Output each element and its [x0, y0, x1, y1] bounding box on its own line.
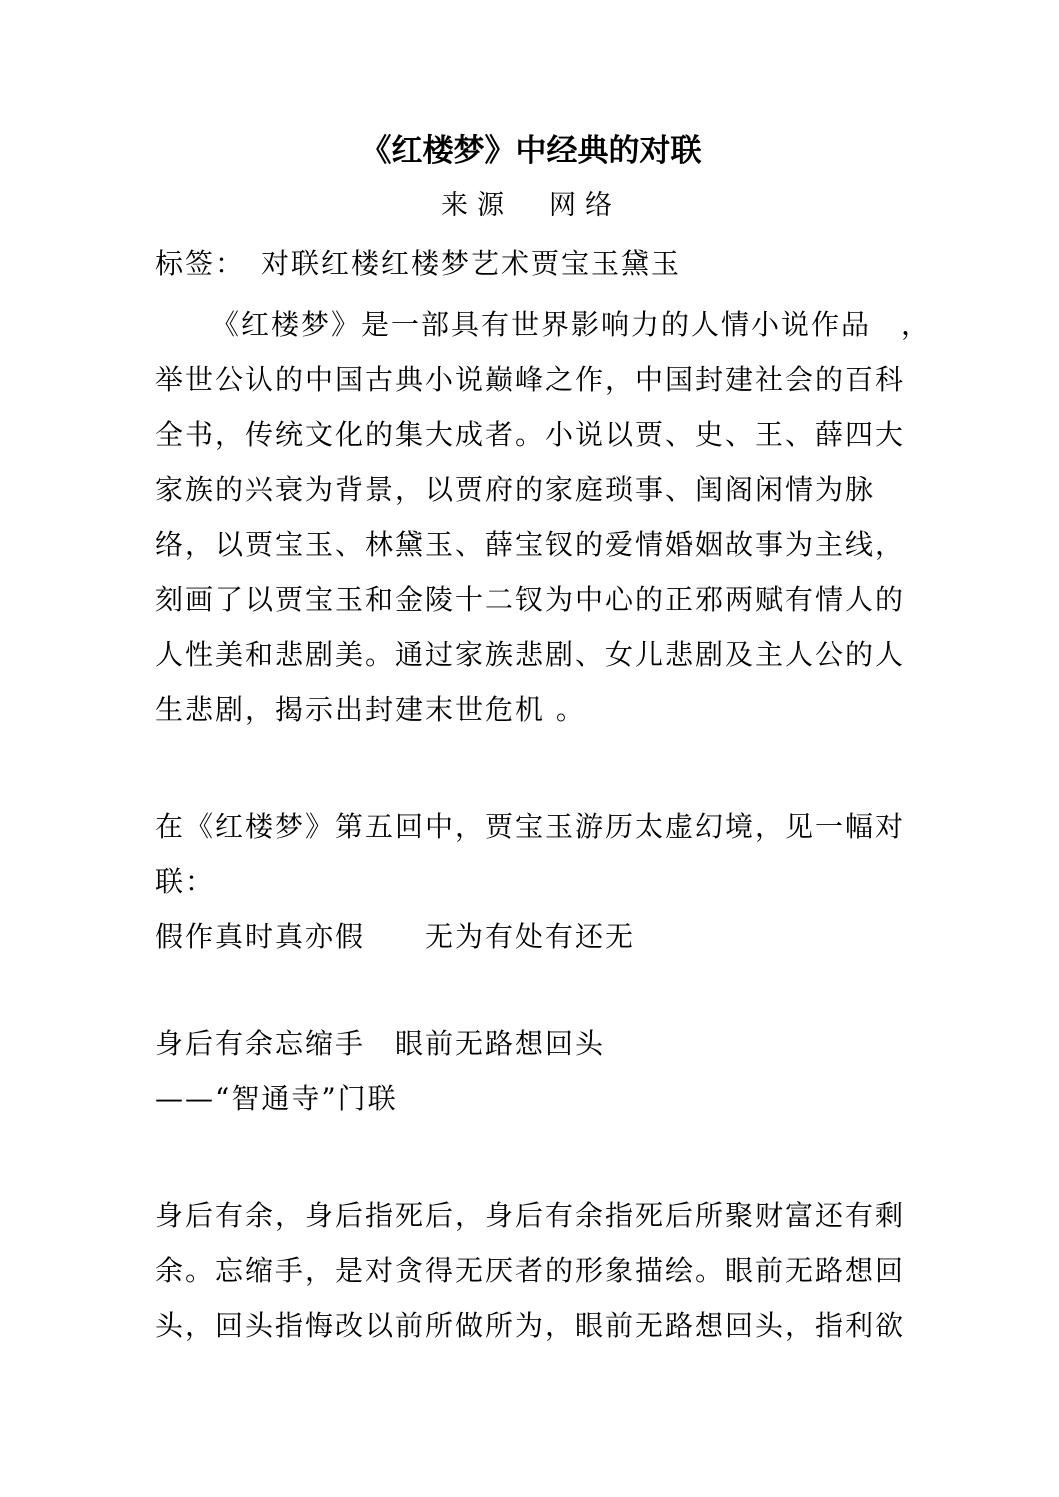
paragraph-line: 《红楼梦》是一部具有世界影响力的人情小说作品 ， [211, 308, 932, 341]
couplet-line: 假作真时真亦假 无为有处有还无 [155, 920, 636, 953]
paragraph-line: 余。忘缩手，是对贪得无厌者的形象描绘。眼前无路想回 [155, 1254, 906, 1287]
couplet-line: 身后有余忘缩手 眼前无路想回头 [155, 1027, 606, 1060]
tags-line: 标签： 对联红楼红楼梦艺术贾宝玉黛玉 [155, 247, 682, 280]
paragraph-line: 身后有余，身后指死后，身后有余指死后所聚财富还有剩 [155, 1199, 906, 1232]
paragraph-line: 头，回头指悔改以前所做所为，眼前无路想回头，指利欲 [155, 1309, 906, 1342]
paragraph-line: 全书，传统文化的集大成者。小说以贾、史、王、薛四大 [155, 418, 906, 451]
paragraph-line: 人性美和悲剧美。通过家族悲剧、女儿悲剧及主人公的人 [155, 638, 906, 671]
page-title: 《红楼梦》中经典的对联 [360, 133, 702, 169]
couplet-attribution-line: ——“智通寺”门联 [155, 1082, 398, 1115]
paragraph-line: 家族的兴衰为背景，以贾府的家庭琐事、闺阁闲情为脉 [155, 473, 876, 506]
paragraph-line: 联： [155, 865, 216, 898]
paragraph-line: 络，以贾宝玉、林黛玉、薛宝钗的爱情婚姻故事为主线， [155, 528, 906, 561]
intro-paragraph [155, 297, 932, 737]
paragraph-line: 刻画了以贾宝玉和金陵十二钗为中心的正邪两赋有情人的 [155, 583, 906, 616]
explanation-paragraph [155, 1188, 907, 1353]
couplet1-paragraph [155, 799, 907, 964]
paragraph-line: 在《红楼梦》第五回中，贾宝玉游历太虚幻境，见一幅对 [155, 810, 906, 843]
paragraph-line: 生悲剧，揭示出封建末世危机 。 [155, 693, 586, 726]
couplet2-paragraph [155, 1016, 907, 1126]
paragraph-line: 举世公认的中国古典小说巅峰之作，中国封建社会的百科 [155, 363, 906, 396]
source-line: 来源 网络 [441, 190, 621, 221]
